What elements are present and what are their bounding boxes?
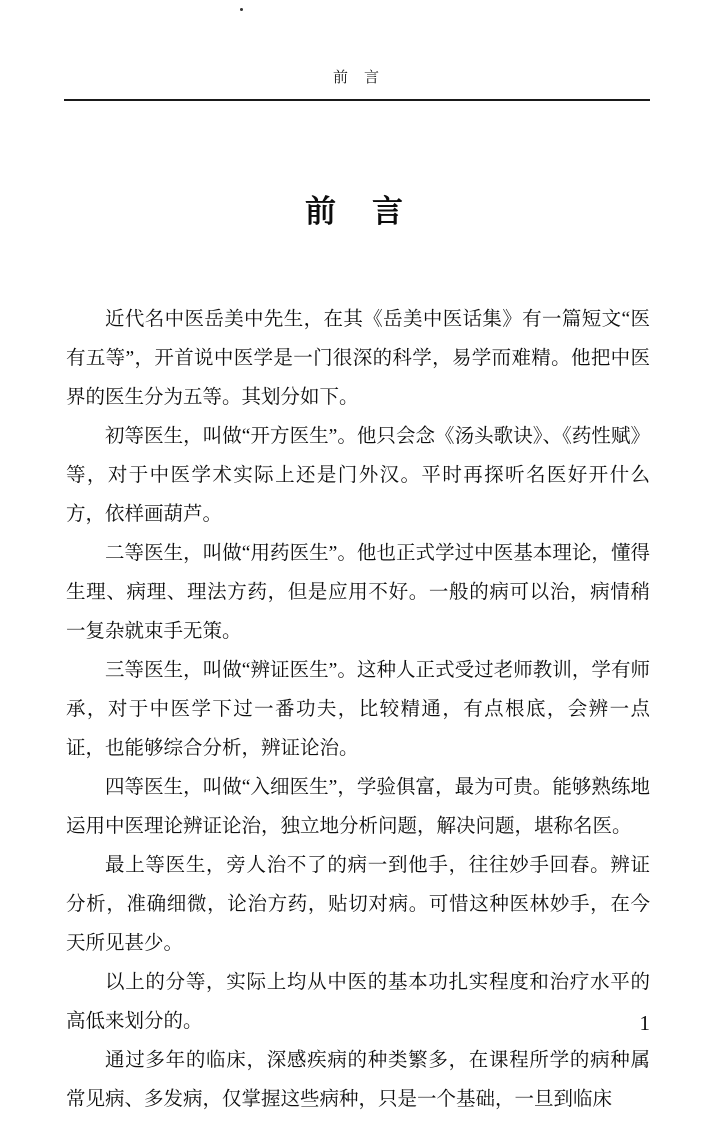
page-number: 1 xyxy=(639,1011,650,1035)
running-head-char-1: 前 xyxy=(332,70,350,86)
header-divider xyxy=(64,99,650,101)
preface-body xyxy=(66,300,650,1119)
page-title xyxy=(0,186,714,231)
page-title-char-1: 前 xyxy=(305,194,342,229)
page-dot-mark xyxy=(240,8,243,11)
paragraph: 四等医生，叫做“入细医生”，学验俱富，最为可贵。能够熟练地运用中医理论辨证论治，独立地分析问题，解决问题，堪称名医。 xyxy=(66,777,650,837)
running-head-char-2: 言 xyxy=(364,70,382,86)
paragraph: 初等医生，叫做“开方医生”。他只会念《汤头歌诀》、《药性赋》等，对于中医学术实际上还是门外汉。平时再探听名医好开什么方，依样画葫芦。 xyxy=(66,426,650,525)
running-head xyxy=(0,66,714,87)
paragraph: 通过多年的临床，深感疾病的种类繁多，在课程所学的病种属常见病、多发病，仅掌握这些病种，只是一个基础，一旦到临床 xyxy=(66,1050,650,1110)
paragraph: 二等医生，叫做“用药医生”。他也正式学过中医基本理论，懂得生理、病理、理法方药，但是应用不好。一般的病可以治，病情稍一复杂就束手无策。 xyxy=(66,543,650,642)
paragraph: 三等医生，叫做“辨证医生”。这种人正式受过老师教训，学有师承，对于中医学下过一番功夫，比较精通，有点根底，会辨一点证，也能够综合分析，辨证论治。 xyxy=(66,660,650,759)
paragraph: 最上等医生，旁人治不了的病一到他手，往往妙手回春。辨证分析，准确细微，论治方药，贴切对病。可惜这种医林妙手，在今天所见甚少。 xyxy=(66,855,650,954)
paragraph: 以上的分等，实际上均从中医的基本功扎实程度和治疗水平的高低来划分的。 xyxy=(66,972,650,1032)
paragraph: 近代名中医岳美中先生，在其《岳美中医话集》有一篇短文“医有五等”，开首说中医学是一门很深的科学，易学而难精。他把中医界的医生分为五等。其划分如下。 xyxy=(66,309,650,408)
page-title-char-2: 言 xyxy=(372,194,409,229)
